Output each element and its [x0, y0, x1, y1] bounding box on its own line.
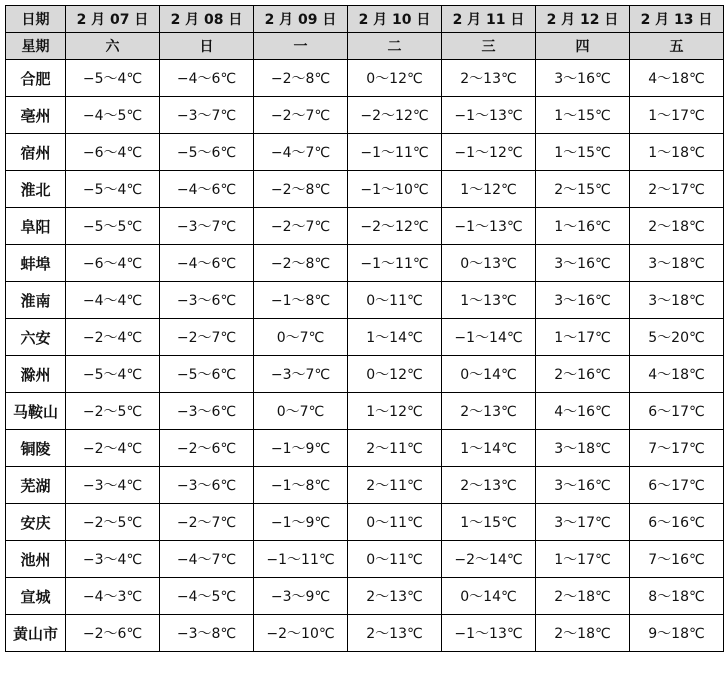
table-row [6, 319, 724, 356]
temperature-cell: −1～11℃ [254, 541, 348, 578]
weekday-cell: 四 [536, 33, 630, 60]
temperature-cell: 3～18℃ [536, 430, 630, 467]
city-name-cell: 阜阳 [6, 208, 66, 245]
temperature-cell: −6～4℃ [66, 134, 160, 171]
temperature-cell: −2～4℃ [66, 319, 160, 356]
temperature-cell: −4～5℃ [160, 578, 254, 615]
temperature-cell: 2～13℃ [442, 60, 536, 97]
temperature-cell: 2～11℃ [348, 467, 442, 504]
week-label-cell: 星期 [6, 33, 66, 60]
temperature-cell: −1～8℃ [254, 282, 348, 319]
city-name-cell: 淮北 [6, 171, 66, 208]
temperature-cell: 1～12℃ [442, 171, 536, 208]
temperature-cell: −5～6℃ [160, 356, 254, 393]
table-row [6, 171, 724, 208]
temperature-cell: 6～17℃ [630, 467, 724, 504]
city-name-cell: 六安 [6, 319, 66, 356]
temperature-cell: −3～4℃ [66, 541, 160, 578]
weekday-cell: 一 [254, 33, 348, 60]
temperature-cell: −3～6℃ [160, 467, 254, 504]
temperature-cell: 2～16℃ [536, 356, 630, 393]
temperature-cell: 0～14℃ [442, 578, 536, 615]
city-name-cell: 芜湖 [6, 467, 66, 504]
temperature-cell: −2～7℃ [160, 319, 254, 356]
temperature-cell: 2～18℃ [630, 208, 724, 245]
temperature-cell: −3～7℃ [160, 97, 254, 134]
temperature-cell: −2～7℃ [254, 97, 348, 134]
temperature-cell: −3～7℃ [254, 356, 348, 393]
temperature-cell: 1～17℃ [536, 319, 630, 356]
forecast-table [5, 5, 724, 652]
temperature-cell: 0～11℃ [348, 504, 442, 541]
temperature-cell: 2～13℃ [348, 615, 442, 652]
temperature-cell: 2～17℃ [630, 171, 724, 208]
table-row [6, 578, 724, 615]
temperature-cell: −1～13℃ [442, 97, 536, 134]
weekday-cell: 三 [442, 33, 536, 60]
temperature-cell: −1～14℃ [442, 319, 536, 356]
temperature-cell: 3～17℃ [536, 504, 630, 541]
temperature-cell: −2～7℃ [160, 504, 254, 541]
temperature-cell: 0～14℃ [442, 356, 536, 393]
temperature-cell: 3～16℃ [536, 245, 630, 282]
temperature-cell: −5～4℃ [66, 356, 160, 393]
temperature-cell: 3～18℃ [630, 282, 724, 319]
temperature-cell: −2～4℃ [66, 430, 160, 467]
table-row [6, 60, 724, 97]
temperature-cell: 7～17℃ [630, 430, 724, 467]
table-row [6, 393, 724, 430]
table-row [6, 97, 724, 134]
temperature-cell: −1～13℃ [442, 208, 536, 245]
temperature-cell: −1～13℃ [442, 615, 536, 652]
temperature-cell: 2～18℃ [536, 578, 630, 615]
table-row [6, 615, 724, 652]
temperature-cell: 0～11℃ [348, 541, 442, 578]
date-cell: 2 月 09 日 [254, 6, 348, 33]
temperature-cell: −2～12℃ [348, 208, 442, 245]
temperature-cell: −5～5℃ [66, 208, 160, 245]
date-cell: 2 月 10 日 [348, 6, 442, 33]
table-row [6, 208, 724, 245]
temperature-cell: −2～8℃ [254, 245, 348, 282]
date-cell: 2 月 13 日 [630, 6, 724, 33]
temperature-cell: −4～6℃ [160, 245, 254, 282]
temperature-cell: −4～7℃ [160, 541, 254, 578]
table-row [6, 541, 724, 578]
temperature-cell: 1～15℃ [536, 134, 630, 171]
temperature-cell: 1～18℃ [630, 134, 724, 171]
temperature-cell: 8～18℃ [630, 578, 724, 615]
temperature-cell: 1～15℃ [442, 504, 536, 541]
temperature-cell: 4～16℃ [536, 393, 630, 430]
temperature-cell: −4～7℃ [254, 134, 348, 171]
temperature-cell: 2～13℃ [348, 578, 442, 615]
temperature-cell: 1～17℃ [536, 541, 630, 578]
temperature-cell: −3～9℃ [254, 578, 348, 615]
temperature-cell: 3～16℃ [536, 282, 630, 319]
weekday-cell: 六 [66, 33, 160, 60]
temperature-cell: −2～14℃ [442, 541, 536, 578]
temperature-cell: 1～15℃ [536, 97, 630, 134]
temperature-cell: −5～4℃ [66, 171, 160, 208]
city-name-cell: 宿州 [6, 134, 66, 171]
temperature-cell: 2～13℃ [442, 467, 536, 504]
temperature-cell: −2～8℃ [254, 60, 348, 97]
city-name-cell: 马鞍山 [6, 393, 66, 430]
temperature-cell: −1～9℃ [254, 504, 348, 541]
temperature-cell: 0～7℃ [254, 393, 348, 430]
temperature-cell: −3～6℃ [160, 393, 254, 430]
temperature-cell: −6～4℃ [66, 245, 160, 282]
table-row [6, 134, 724, 171]
temperature-cell: −2～6℃ [66, 615, 160, 652]
city-name-cell: 亳州 [6, 97, 66, 134]
temperature-cell: 5～20℃ [630, 319, 724, 356]
temperature-cell: −1～9℃ [254, 430, 348, 467]
temperature-cell: 2～13℃ [442, 393, 536, 430]
temperature-cell: 1～13℃ [442, 282, 536, 319]
temperature-cell: −3～6℃ [160, 282, 254, 319]
temperature-cell: 9～18℃ [630, 615, 724, 652]
temperature-cell: 1～16℃ [536, 208, 630, 245]
temperature-cell: −3～8℃ [160, 615, 254, 652]
temperature-cell: −4～4℃ [66, 282, 160, 319]
temperature-cell: 0～7℃ [254, 319, 348, 356]
temperature-cell: 1～14℃ [442, 430, 536, 467]
temperature-cell: −2～12℃ [348, 97, 442, 134]
table-row [6, 282, 724, 319]
table-row [6, 504, 724, 541]
weekday-cell: 五 [630, 33, 724, 60]
temperature-cell: 2～11℃ [348, 430, 442, 467]
temperature-cell: −2～5℃ [66, 393, 160, 430]
temperature-cell: −3～7℃ [160, 208, 254, 245]
city-name-cell: 合肥 [6, 60, 66, 97]
temperature-cell: −1～11℃ [348, 134, 442, 171]
temperature-cell: −2～10℃ [254, 615, 348, 652]
temperature-cell: −2～7℃ [254, 208, 348, 245]
temperature-cell: −5～6℃ [160, 134, 254, 171]
temperature-cell: −2～6℃ [160, 430, 254, 467]
forecast-body [6, 60, 724, 652]
temperature-cell: 2～18℃ [536, 615, 630, 652]
date-cell: 2 月 11 日 [442, 6, 536, 33]
city-name-cell: 安庆 [6, 504, 66, 541]
city-name-cell: 宣城 [6, 578, 66, 615]
temperature-cell: −1～12℃ [442, 134, 536, 171]
temperature-cell: 0～12℃ [348, 60, 442, 97]
temperature-cell: −4～3℃ [66, 578, 160, 615]
table-row [6, 356, 724, 393]
temperature-cell: 1～17℃ [630, 97, 724, 134]
city-name-cell: 铜陵 [6, 430, 66, 467]
date-header-row [6, 6, 724, 33]
date-cell: 2 月 08 日 [160, 6, 254, 33]
city-name-cell: 黄山市 [6, 615, 66, 652]
table-row [6, 467, 724, 504]
temperature-cell: −4～6℃ [160, 171, 254, 208]
date-label-cell: 日期 [6, 6, 66, 33]
temperature-cell: 6～16℃ [630, 504, 724, 541]
temperature-cell: 3～18℃ [630, 245, 724, 282]
temperature-cell: 2～15℃ [536, 171, 630, 208]
temperature-cell: 0～13℃ [442, 245, 536, 282]
temperature-cell: −4～5℃ [66, 97, 160, 134]
city-name-cell: 池州 [6, 541, 66, 578]
temperature-cell: −1～11℃ [348, 245, 442, 282]
table-row [6, 430, 724, 467]
weekday-cell: 二 [348, 33, 442, 60]
temperature-cell: −4～6℃ [160, 60, 254, 97]
weekday-header-row [6, 33, 724, 60]
table-row [6, 245, 724, 282]
temperature-cell: 4～18℃ [630, 60, 724, 97]
city-name-cell: 滁州 [6, 356, 66, 393]
temperature-cell: −1～8℃ [254, 467, 348, 504]
temperature-cell: 3～16℃ [536, 467, 630, 504]
temperature-cell: 6～17℃ [630, 393, 724, 430]
temperature-cell: 1～14℃ [348, 319, 442, 356]
temperature-cell: 3～16℃ [536, 60, 630, 97]
city-name-cell: 蚌埠 [6, 245, 66, 282]
date-cell: 2 月 12 日 [536, 6, 630, 33]
temperature-cell: −1～10℃ [348, 171, 442, 208]
temperature-cell: 1～12℃ [348, 393, 442, 430]
temperature-cell: 0～12℃ [348, 356, 442, 393]
temperature-cell: −5～4℃ [66, 60, 160, 97]
temperature-cell: 0～11℃ [348, 282, 442, 319]
temperature-cell: −3～4℃ [66, 467, 160, 504]
weekday-cell: 日 [160, 33, 254, 60]
temperature-cell: 7～16℃ [630, 541, 724, 578]
temperature-cell: −2～8℃ [254, 171, 348, 208]
date-cell: 2 月 07 日 [66, 6, 160, 33]
temperature-cell: −2～5℃ [66, 504, 160, 541]
temperature-cell: 4～18℃ [630, 356, 724, 393]
city-name-cell: 淮南 [6, 282, 66, 319]
